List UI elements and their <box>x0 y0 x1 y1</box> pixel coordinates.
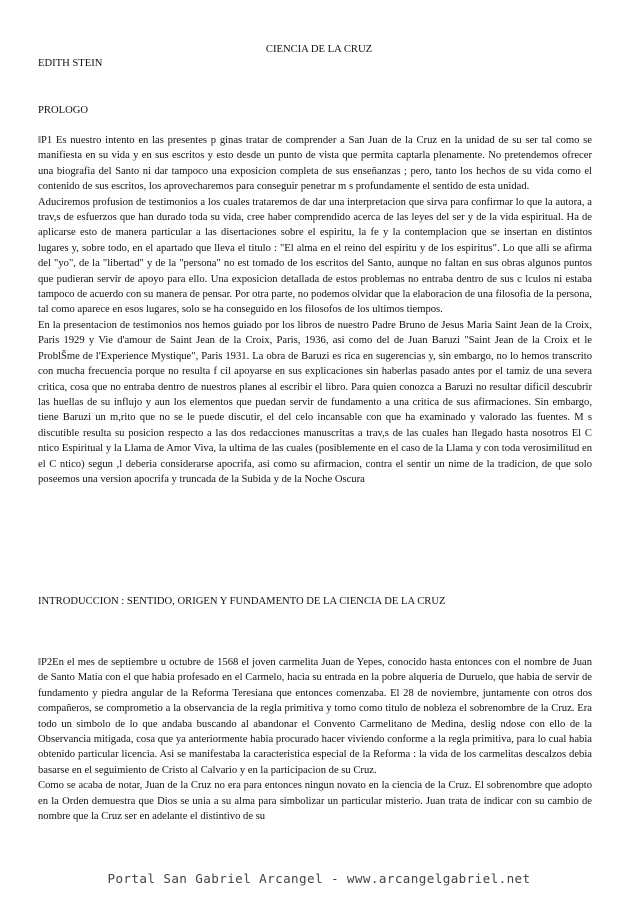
introduction-paragraph: ‖P2En el mes de septiembre u octubre de 1568 el joven carmelita Juan de Yepes, conocido hasta entonces con el nombre de Juan de Santo Matia con el que habia profesado en el Carmelo, hacia su entrada en la pobre alqueria de Duruelo, que habia de servir de fundamento y piedra angular de la Reforma Teresiana que entonces comenzaba. El 28 de noviembre, juntamente con otros dos compañeros, se comprometio a la observancia de la regla primitiva y tomo como titulo de nobleza el sobrenombre de la Cruz. Era todo un simbolo de lo que andaba buscando al abandonar el Convento Carmelitano de Medina, deslig ndose con ello de la Observancia mitigada, cosa que ya anteriormente habia procurado hacer viviendo conforme a la regla primitiva, para lo cual habia obtenido particular licencia. Asi se manifestaba la caracteristica especial de la Reforma : la vida de los carmelitas descalzos debia basarse en el seguimiento de Cristo al Calvario y en la participacion de su Cruz. <box>38 657 592 776</box>
author-name: EDITH STEIN <box>38 58 103 69</box>
prologue-section <box>38 133 592 487</box>
prologue-heading: PROLOGO <box>38 105 89 116</box>
introduction-paragraph: Como se acaba de notar, Juan de la Cruz no era para entonces ningun novato en la ciencia de la Cruz. El sobrenombre que adopto en la Orden demuestra que Dios se unia a su alma para simbolizar un particular misterio. Juan trata de indicar con su cambio de nombre que la Cruz ser en adelante el distintivo de su <box>38 780 592 823</box>
document-title: CIENCIA DE LA CRUZ <box>265 44 373 55</box>
footer-text: Portal San Gabriel Arcangel - www.arcangelgabriel.net <box>107 871 531 886</box>
introduction-heading: INTRODUCCION : SENTIDO, ORIGEN Y FUNDAMENTO DE LA CIENCIA DE LA CRUZ <box>38 596 446 607</box>
prologue-paragraph: ‖P1 Es nuestro intento en las presentes p ginas tratar de comprender a San Juan de la Cruz en la unidad de su ser tal como se manifiesta en su vida y en sus escritos y esto desde un punto de vista que permita captarla plenamente. No pretendemos ofrecer una biografia del Santo ni dar tampoco una exposicion completa de sus enseñanzas ; pero, tanto los hechos de su vida como el contenido de sus escritos, los aprovecharemos para conseguir penetrar m s profundamente el sentido de esta unidad. <box>38 135 592 193</box>
prologue-paragraph: En la presentacion de testimonios nos hemos guiado por los libros de nuestro Padre Bruno de Jesus Maria Saint Jean de la Croix, Paris 1929 y Vie d'amour de Saint Jean de la Croix, Paris, 1936, asi como del de Juan Baruzi "Saint Jean de la Croix et le ProblŠme de l'Experience Mystique", Paris 1931. La obra de Baruzi es rica en sugerencias y, sin embargo, no lo hemos transcrito con mucha frecuencia porque no resulta f cil apoyarse en sus explicaciones sin haberlas pasado antes por el tamiz de una severa critica, cosa que no entraba dentro de nuestros planes al escribir el libro. Para quien conozca a Baruzi no resultar dificil descubrir las huellas de su influjo y aun los elementos que puedan servir de fundamento a una critica de sus afirmaciones. Sin embargo, tiene Baruzi un m,rito que no se le puede discutir, el del celo incansable con que ha examinado y valorado las fuentes. M s discutible resulta su posicion respecto a las dos redacciones manuscritas a trav,s de las cuales han llegado hasta nosotros El C ntico Espiritual y la Llama de Amor Viva, la ultima de las cuales (posiblemente en el caso de la Llama y con toda verosimilitud en el C ntico) segun ,l deberia considerarse apocrifa, asi como su afirmacion, contra el sentir un nime de la tradicion, de que solo poseemos una version apocrifa y truncada de la Subida y de la Noche Oscura <box>38 319 592 485</box>
introduction-section <box>38 655 592 824</box>
prologue-paragraph: Aduciremos profusion de testimonios a los cuales trataremos de dar una interpretacion que sirva para confirmar lo que la autora, a trav,s de esfuerzos que han durado toda su vida, cree haber comprendido acerca de las leyes del ser y de la vida espiritual. Ha de aplicarse esto de manera particular a las disertaciones sobre el espiritu, la fe y la contemplacion que se insertan en distintos lugares y, sobre todo, en el apartado que lleva el titulo : "El alma en el reino del espiritu y de los espiritus". Lo que alli se afirma del "yo", de la "libertad" y de la "persona" no est tomado de los escritos del Santo, aunque no faltan en sus obras algunos puntos que pudieran servir de apoyo para ello. Una exposicion detallada de estos problemas no entraba dentro de sus c lculos ni estaba tampoco de acuerdo con su manera de pensar. Por otra parte, no podemos olvidar que la elaboracion de una filosofia de la persona, tal como aparece en esos lugares, solo se ha conseguido en los filosofos de los ultimos tiempos. <box>38 196 592 316</box>
